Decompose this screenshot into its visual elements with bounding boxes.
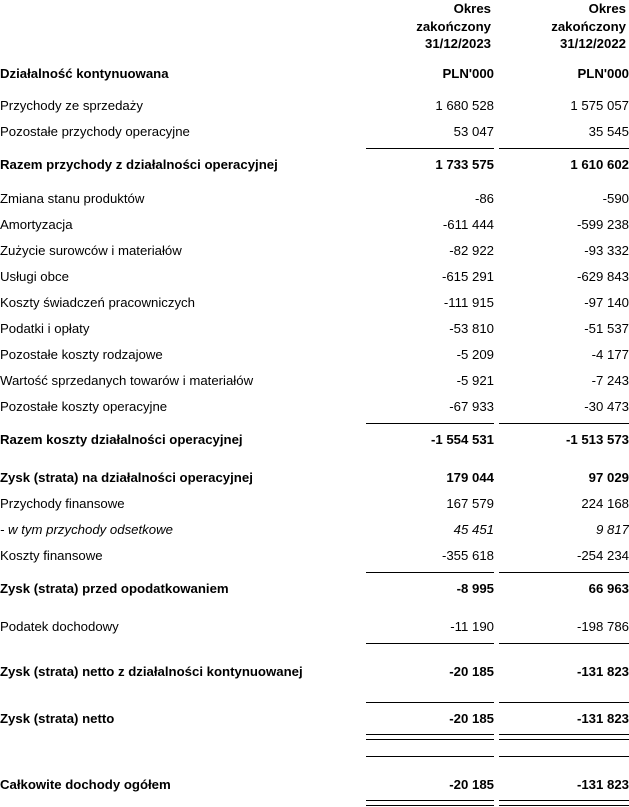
row-value-2022: 224 168 [581,495,629,511]
row-value-2022: -599 238 [576,216,629,232]
table-row-note [0,517,629,543]
row-value-2022: 1 575 057 [570,97,629,113]
rule-col2 [499,145,629,152]
header-col2-line2: zakończony [551,18,626,34]
subtotal-rule [0,569,629,576]
header-period-2022 [499,0,629,53]
table-row-total [0,706,629,732]
row-value-2023: -8 995 [456,580,494,596]
row-label: Całkowite dochody ogółem [0,776,171,792]
row-value-2023: -20 185 [449,776,494,792]
table-row [0,238,629,264]
row-label: Amortyzacja [0,216,73,232]
unit-col2: PLN'000 [577,65,629,81]
row-value-2023: 53 047 [453,123,494,139]
table-row [0,368,629,394]
section-title: Działalność kontynuowana [0,65,169,81]
row-value-2023: 1 733 575 [435,156,494,172]
row-label: Podatki i opłaty [0,320,90,336]
row-value-2022: -629 843 [576,268,629,284]
table-row [0,93,629,119]
rule-col1 [366,640,494,647]
row-value-2022: 66 963 [588,580,629,596]
subtotal-rule [0,420,629,427]
table-row [0,316,629,342]
row-value-2022: -131 823 [576,710,629,726]
row-value-2023: -20 185 [449,663,494,679]
rule-col1 [366,753,494,760]
row-value-2022: -30 473 [584,398,629,414]
row-label: Usługi obce [0,268,69,284]
row-label: Koszty świadczeń pracowniczych [0,294,195,310]
table-row-subtotal [0,659,629,685]
spacer [0,602,629,614]
table-row [0,543,629,569]
row-label: Zmiana stanu produktów [0,190,145,206]
row-value-2022: 9 817 [595,521,629,537]
header-col2-line1: Okres [588,1,626,16]
row-label: Pozostałe przychody operacyjne [0,123,190,139]
row-value-2023: -20 185 [449,710,494,726]
table-row-subtotal [0,152,629,178]
subtotal-rule [0,640,629,647]
row-label: Pozostałe koszty operacyjne [0,398,168,414]
rule-col2 [499,640,629,647]
row-label: - w tym przychody odsetkowe [0,521,173,537]
row-value-2022: -7 243 [591,372,629,388]
row-label: Zużycie surowców i materiałów [0,242,182,258]
rule-col2 [499,753,629,760]
row-label: Zysk (strata) przed opodatkowaniem [0,580,229,596]
rule-col1 [366,569,494,576]
row-value-2023: -1 554 531 [430,431,494,447]
row-value-2022: -131 823 [576,663,629,679]
table-row-subtotal [0,465,629,491]
double-rule-col1 [366,798,494,807]
row-value-2023: 179 044 [446,469,494,485]
table-row-subtotal [0,576,629,602]
row-value-2023: 167 579 [446,495,494,511]
row-value-2023: -355 618 [441,547,494,563]
rule-col2 [499,569,629,576]
row-value-2022: -93 332 [584,242,629,258]
rule-col1 [366,145,494,152]
row-label: Przychody finansowe [0,495,125,511]
rule-col1 [366,420,494,427]
rule-col2 [499,420,629,427]
row-value-2022: -198 786 [576,618,629,634]
section-title-row [0,61,629,87]
table-row [0,342,629,368]
row-label: Podatek dochodowy [0,618,119,634]
table-row [0,119,629,145]
header-col1-line3: 31/12/2023 [424,36,491,51]
spacer [0,53,629,61]
header-col1-line2: zakończony [416,18,491,34]
total-double-rule [0,798,629,807]
row-value-2022: 97 029 [588,469,629,485]
header-label-blank [0,0,362,53]
row-label: Zysk (strata) netto z działalności kontynuowanej [0,663,303,679]
header-col2-line3: 31/12/2022 [559,36,626,51]
row-value-2023: -82 922 [449,242,494,258]
header-period-2023 [366,0,494,53]
rule-col2 [499,699,629,706]
spacer [0,178,629,186]
row-value-2022: -51 537 [584,320,629,336]
row-value-2022: 1 610 602 [570,156,629,172]
row-label: Zysk (strata) na działalności operacyjnej [0,469,253,485]
row-value-2023: -53 810 [449,320,494,336]
row-value-2023: 1 680 528 [435,97,494,113]
row-value-2022: -4 177 [591,346,629,362]
table-row [0,186,629,212]
row-label: Pozostałe koszty rodzajowe [0,346,163,362]
spacer [0,453,629,465]
table-header-row [0,0,629,53]
double-rule-col2 [499,732,629,741]
subtotal-rule [0,145,629,152]
row-value-2022: -254 234 [576,547,629,563]
row-value-2023: -111 915 [443,294,494,310]
row-value-2023: -67 933 [449,398,494,414]
total-double-rule [0,732,629,741]
rule-col1 [366,699,494,706]
table-row-total [0,772,629,798]
table-row [0,394,629,420]
row-label: Przychody ze sprzedaży [0,97,143,113]
row-label: Razem koszty działalności operacyjnej [0,431,243,447]
row-value-2022: 35 545 [588,123,629,139]
double-rule-col1 [366,732,494,741]
row-value-2023: -5 209 [456,346,494,362]
unit-col1: PLN'000 [442,65,494,81]
row-label: Koszty finansowe [0,547,103,563]
row-value-2023: 45 451 [453,521,494,537]
table-row [0,614,629,640]
row-value-2023: -11 190 [450,618,494,634]
table-row [0,264,629,290]
row-value-2023: -611 444 [442,216,494,232]
row-value-2022: -97 140 [584,294,629,310]
table-row [0,491,629,517]
table-row [0,212,629,238]
row-value-2022: -590 [602,190,629,206]
total-rule-above [0,753,629,760]
row-label: Zysk (strata) netto [0,710,115,726]
row-value-2022: -131 823 [576,776,629,792]
row-label: Razem przychody z działalności operacyjnej [0,156,278,172]
spacer [0,685,629,699]
row-value-2023: -5 921 [456,372,494,388]
row-value-2023: -86 [474,190,494,206]
header-col1-line1: Okres [453,1,491,16]
double-rule-col2 [499,798,629,807]
total-rule-above [0,699,629,706]
table-row [0,290,629,316]
spacer [0,760,629,772]
row-value-2023: -615 291 [441,268,494,284]
table-row-subtotal [0,427,629,453]
spacer [0,647,629,659]
row-value-2022: -1 513 573 [565,431,629,447]
row-label: Wartość sprzedanych towarów i materiałów [0,372,254,388]
